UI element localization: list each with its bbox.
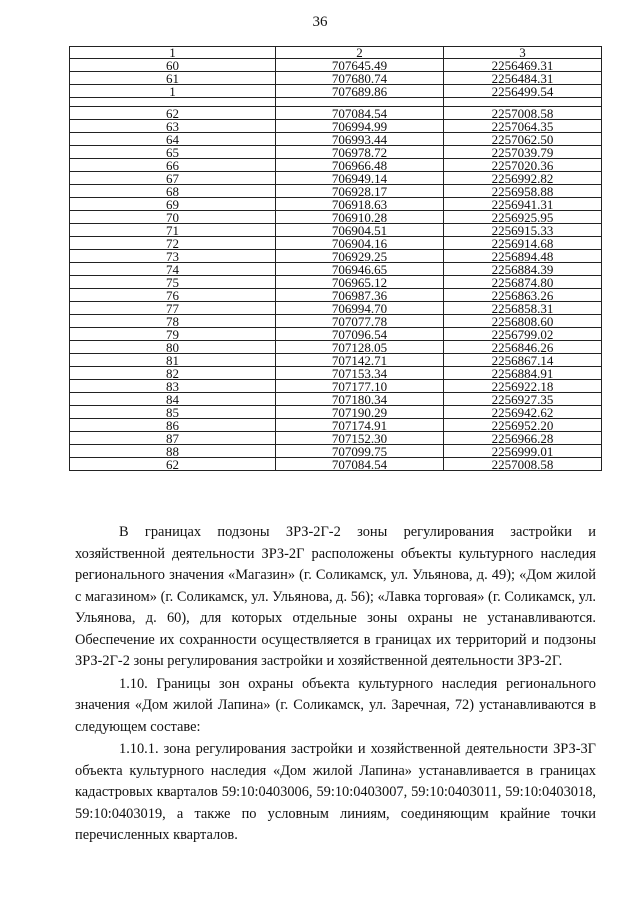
table-row <box>70 328 602 341</box>
table-row <box>70 172 602 185</box>
table-row <box>70 72 602 85</box>
table-cell: 2256884.91 <box>444 367 602 380</box>
table-cell: 2257062.50 <box>444 133 602 146</box>
table-row <box>70 120 602 133</box>
table-cell: 2256499.54 <box>444 85 602 98</box>
table-row <box>70 159 602 172</box>
table-cell <box>276 98 444 107</box>
table-cell: 707099.75 <box>276 445 444 458</box>
table-cell: 2256808.60 <box>444 315 602 328</box>
table-cell: 87 <box>70 432 276 445</box>
table-cell: 75 <box>70 276 276 289</box>
table-cell: 81 <box>70 354 276 367</box>
table-cell: 2256922.18 <box>444 380 602 393</box>
table-cell: 2256999.01 <box>444 445 602 458</box>
table-cell: 78 <box>70 315 276 328</box>
table-cell: 2257020.36 <box>444 159 602 172</box>
table-row <box>70 302 602 315</box>
body-text <box>75 522 596 847</box>
table-cell: 2256958.88 <box>444 185 602 198</box>
table-cell: 707142.71 <box>276 354 444 367</box>
table-cell: 1 <box>70 47 276 59</box>
table-cell: 62 <box>70 458 276 471</box>
table-row <box>70 198 602 211</box>
table-row <box>70 445 602 458</box>
table-cell: 3 <box>444 47 602 59</box>
table-cell: 82 <box>70 367 276 380</box>
table-cell: 88 <box>70 445 276 458</box>
table-cell: 706978.72 <box>276 146 444 159</box>
table-cell: 706994.70 <box>276 302 444 315</box>
table-row <box>70 185 602 198</box>
table-cell: 707680.74 <box>276 72 444 85</box>
table-row <box>70 406 602 419</box>
table-row <box>70 59 602 72</box>
table-cell: 73 <box>70 250 276 263</box>
table-cell: 79 <box>70 328 276 341</box>
table-cell: 64 <box>70 133 276 146</box>
table-cell: 2257064.35 <box>444 120 602 133</box>
table-cell: 69 <box>70 198 276 211</box>
coordinates-table <box>69 46 602 471</box>
table-cell: 66 <box>70 159 276 172</box>
table-cell: 706910.28 <box>276 211 444 224</box>
table-cell: 72 <box>70 237 276 250</box>
table-cell: 2256941.31 <box>444 198 602 211</box>
table-cell: 707177.10 <box>276 380 444 393</box>
table-header-row <box>70 47 602 59</box>
paragraph-section-1-10-1: 1.10.1. зона регулирования застройки и хозяйственной деятельности ЗРЗ-3Г объекта культурного наследия «Дом жилой Лапина» устанавливается в границах кадастровых кварталов 59:10:0403006, 59:10:0403007, 59:10:0403011, 59:10:0403018, 59:10:0403019, а также по условным линиям, соединяющим крайние точки перечисленных кварталов. <box>75 741 596 843</box>
table-cell: 67 <box>70 172 276 185</box>
table-row <box>70 263 602 276</box>
table-cell: 71 <box>70 224 276 237</box>
table-cell: 706949.14 <box>276 172 444 185</box>
table-row <box>70 393 602 406</box>
table-row <box>70 289 602 302</box>
table-cell: 80 <box>70 341 276 354</box>
table-row <box>70 419 602 432</box>
table-row <box>70 237 602 250</box>
table-cell: 707077.78 <box>276 315 444 328</box>
table-cell: 707152.30 <box>276 432 444 445</box>
table-row <box>70 367 602 380</box>
table-cell: 65 <box>70 146 276 159</box>
paragraph-section-1-10: 1.10. Границы зон охраны объекта культурного наследия регионального значения «Дом жилой Лапина» (г. Соликамск, ул. Заречная, 72) устанавливаются в следующем составе: <box>75 675 596 735</box>
table-cell: 706946.65 <box>276 263 444 276</box>
table-cell: 706965.12 <box>276 276 444 289</box>
table-cell: 70 <box>70 211 276 224</box>
table-cell: 706929.25 <box>276 250 444 263</box>
table-cell: 706918.63 <box>276 198 444 211</box>
table-row <box>70 354 602 367</box>
table-cell: 2256927.35 <box>444 393 602 406</box>
table-cell: 706994.99 <box>276 120 444 133</box>
table-cell: 2256925.95 <box>444 211 602 224</box>
table-cell: 2 <box>276 47 444 59</box>
table-cell: 2256914.68 <box>444 237 602 250</box>
table-cell: 2256867.14 <box>444 354 602 367</box>
table-row <box>70 458 602 471</box>
table-cell: 706993.44 <box>276 133 444 146</box>
table-row <box>70 224 602 237</box>
table-cell: 706966.48 <box>276 159 444 172</box>
table-row <box>70 276 602 289</box>
table-cell: 61 <box>70 72 276 85</box>
table-cell: 2257008.58 <box>444 458 602 471</box>
table-cell: 706904.16 <box>276 237 444 250</box>
table-cell: 2256484.31 <box>444 72 602 85</box>
table-separator-row <box>70 98 602 107</box>
table-row <box>70 315 602 328</box>
table-cell: 2256942.62 <box>444 406 602 419</box>
table-row <box>70 85 602 98</box>
table-row <box>70 146 602 159</box>
table-cell: 2256863.26 <box>444 289 602 302</box>
table-cell: 85 <box>70 406 276 419</box>
table-cell: 2256799.02 <box>444 328 602 341</box>
table-cell: 706904.51 <box>276 224 444 237</box>
table-cell: 2256894.48 <box>444 250 602 263</box>
table-cell: 707096.54 <box>276 328 444 341</box>
table-cell: 83 <box>70 380 276 393</box>
table-row <box>70 380 602 393</box>
table-cell: 2257039.79 <box>444 146 602 159</box>
table-cell: 707084.54 <box>276 107 444 120</box>
table-cell: 77 <box>70 302 276 315</box>
table-row <box>70 133 602 146</box>
table-cell: 2256992.82 <box>444 172 602 185</box>
table-cell: 63 <box>70 120 276 133</box>
table-cell <box>444 98 602 107</box>
table-cell: 68 <box>70 185 276 198</box>
table-cell: 706987.36 <box>276 289 444 302</box>
table-cell: 2256858.31 <box>444 302 602 315</box>
table-cell: 2256952.20 <box>444 419 602 432</box>
table-cell: 76 <box>70 289 276 302</box>
table-cell: 60 <box>70 59 276 72</box>
table-cell: 1 <box>70 85 276 98</box>
table-cell: 62 <box>70 107 276 120</box>
table-cell: 707689.86 <box>276 85 444 98</box>
table-row <box>70 432 602 445</box>
table-cell: 2256884.39 <box>444 263 602 276</box>
paragraph-subzone-objects: В границах подзоны ЗРЗ-2Г-2 зоны регулирования застройки и хозяйственной деятельности ЗРЗ-2Г расположены объекты культурного наследия регионального значения «Магазин» (г. Соликамск, ул. Ульянова, д. 49); «Дом жилой с магазином» (г. Соликамск, ул. Ульянова, д. 56); «Лавка торговая» (г. Соликамск, ул. Ульянова, д. 60), для которых отдельные зоны охраны не устанавливаются. Обеспечение их сохранности осуществляется в границах их территорий и подзоны ЗРЗ-2Г-2 зоны регулирования застройки и хозяйственной деятельности ЗРЗ-2Г. <box>75 524 596 669</box>
table-cell: 707084.54 <box>276 458 444 471</box>
table-cell: 2257008.58 <box>444 107 602 120</box>
table-cell: 2256874.80 <box>444 276 602 289</box>
table-row <box>70 211 602 224</box>
table-cell: 707190.29 <box>276 406 444 419</box>
table-cell: 707128.05 <box>276 341 444 354</box>
table-cell: 707645.49 <box>276 59 444 72</box>
table-row <box>70 250 602 263</box>
table-cell: 707174.91 <box>276 419 444 432</box>
table-row <box>70 107 602 120</box>
page-number: 36 <box>312 14 328 30</box>
table-cell: 74 <box>70 263 276 276</box>
table-cell: 2256846.26 <box>444 341 602 354</box>
table-cell: 2256915.33 <box>444 224 602 237</box>
table-cell: 2256469.31 <box>444 59 602 72</box>
table-cell: 2256966.28 <box>444 432 602 445</box>
table-cell: 84 <box>70 393 276 406</box>
table-row <box>70 341 602 354</box>
table-cell <box>70 98 276 107</box>
table-cell: 86 <box>70 419 276 432</box>
table-cell: 707180.34 <box>276 393 444 406</box>
table-cell: 706928.17 <box>276 185 444 198</box>
table-cell: 707153.34 <box>276 367 444 380</box>
